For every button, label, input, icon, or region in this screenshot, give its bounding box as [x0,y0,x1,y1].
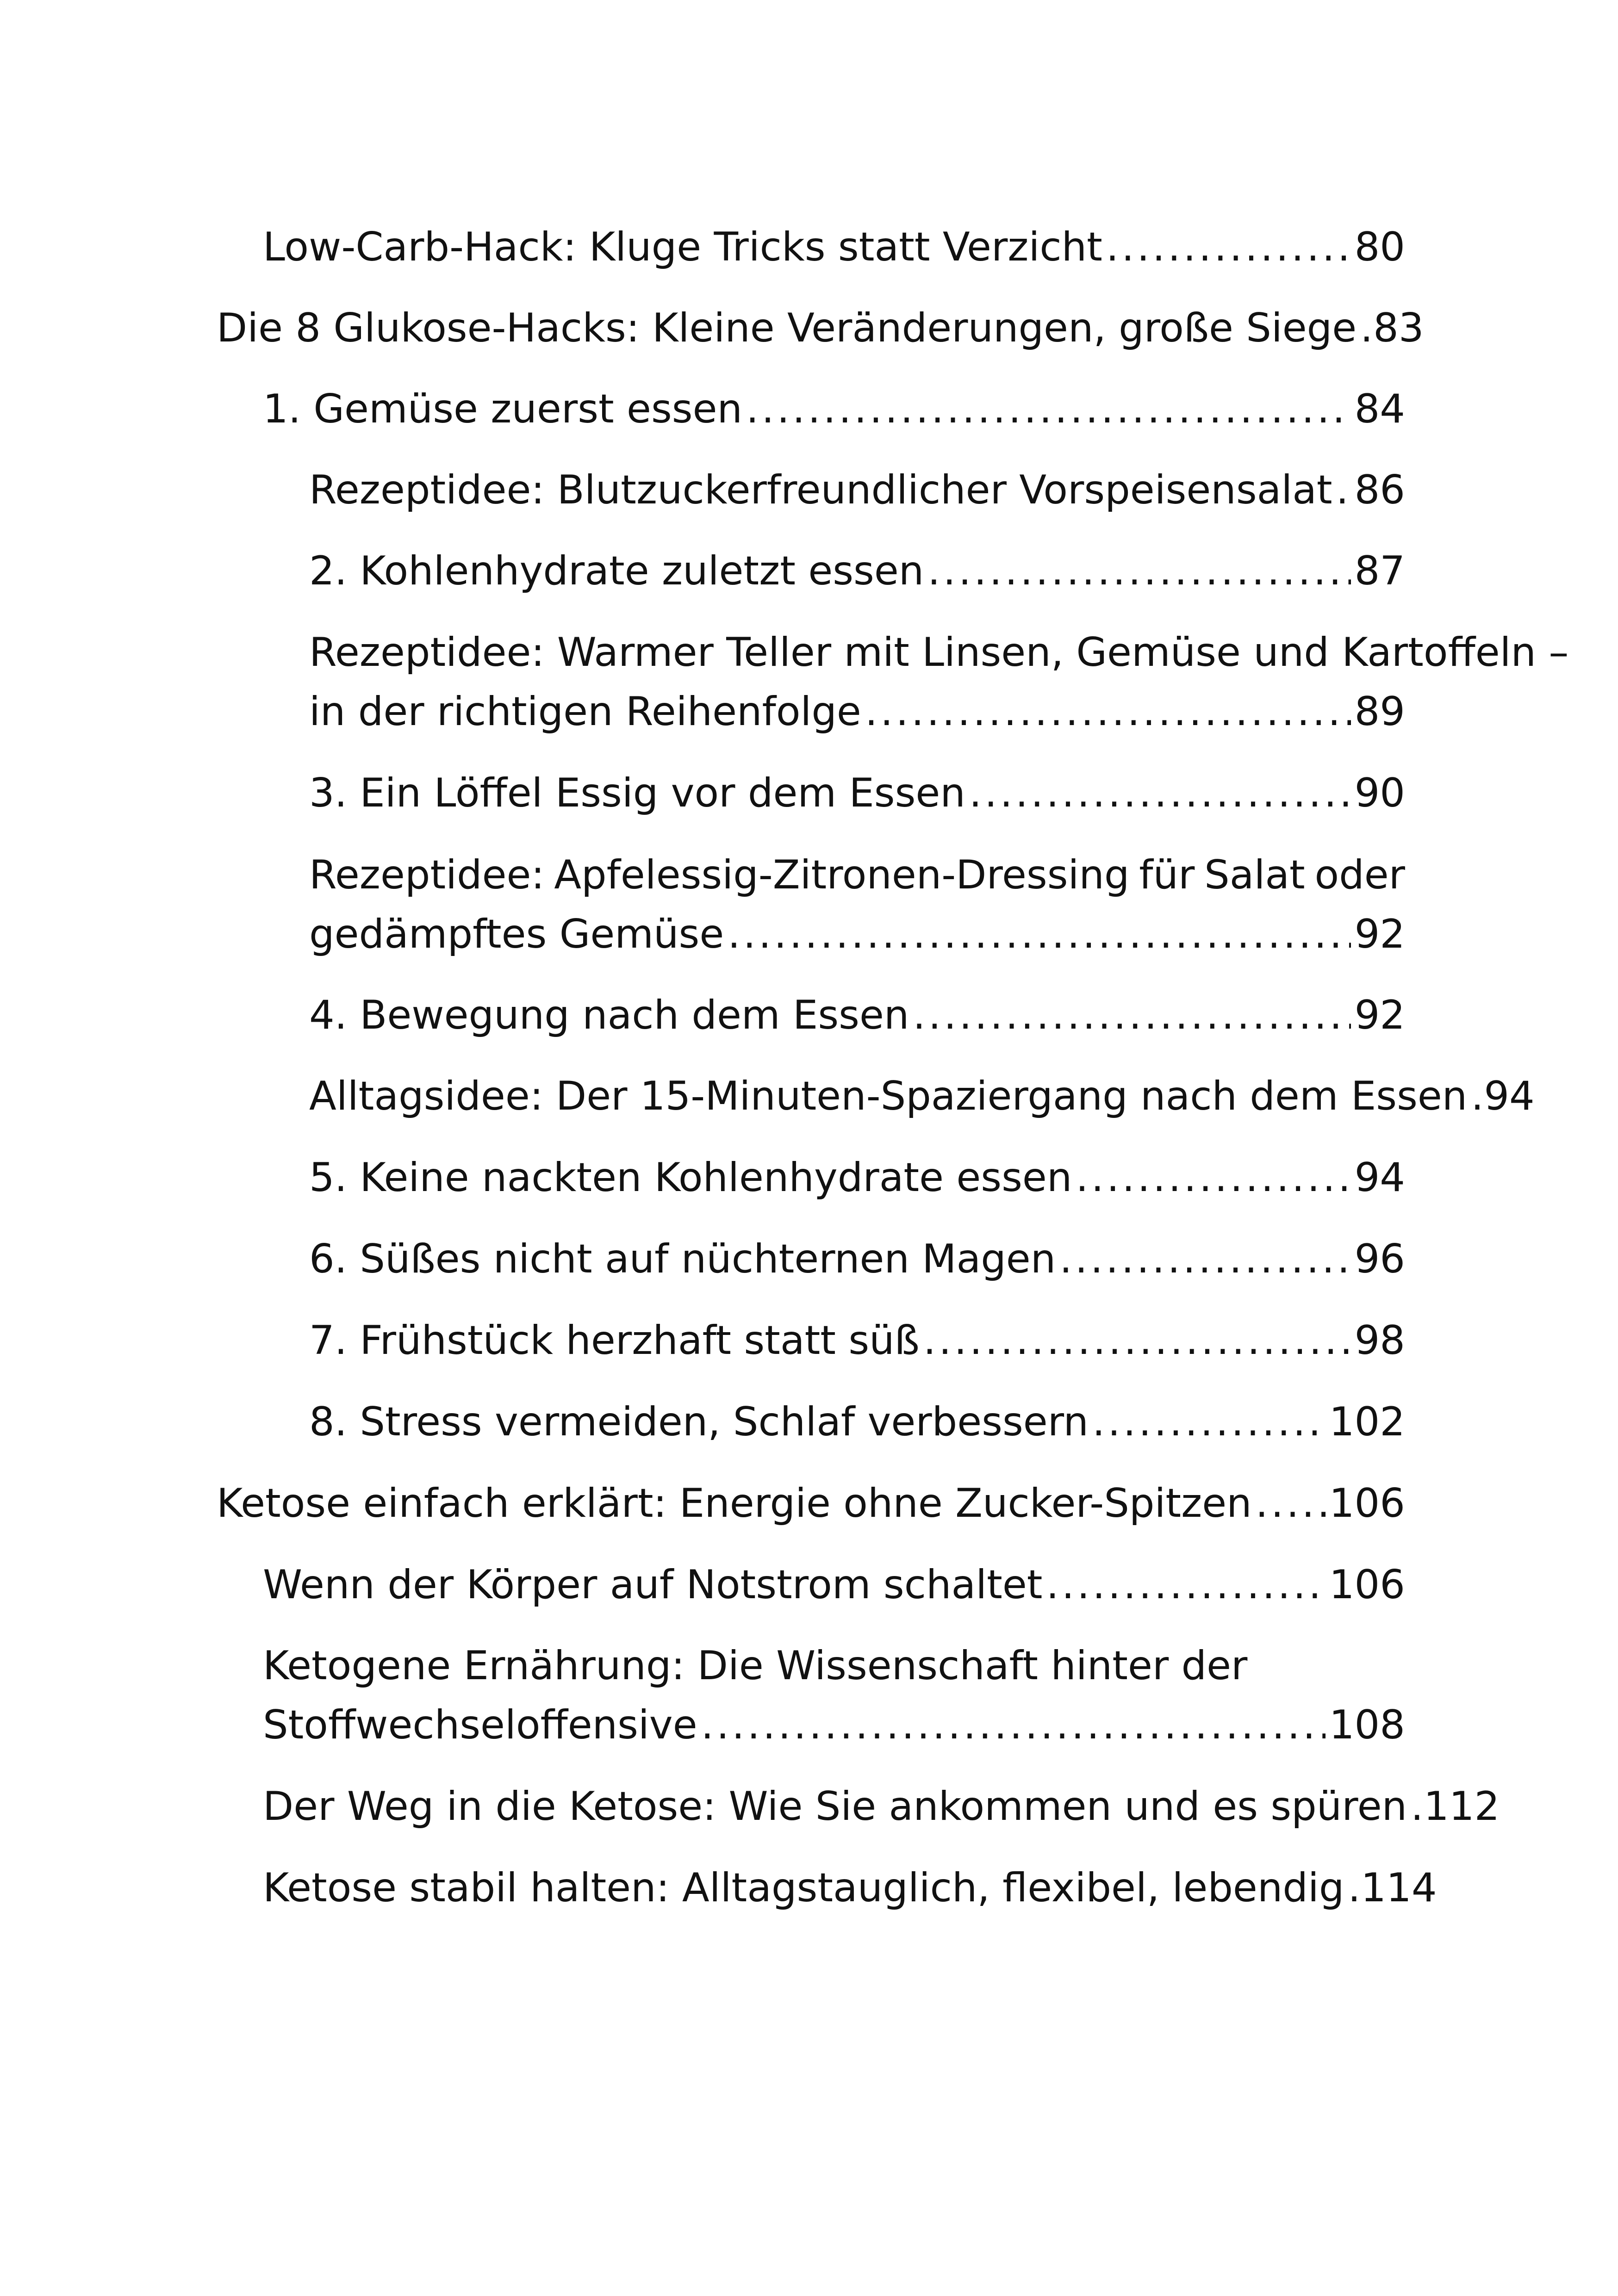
dot-leader [1046,1555,1325,1614]
toc-entry-title: 6. Süßes nicht auf nüchternen Magen [309,1236,1056,1282]
dot-leader [1106,217,1351,277]
toc-entry-title: gedämpftes Gemüse [309,911,724,957]
toc-entry[interactable] [263,1636,1405,1755]
toc-entry-title: 4. Bewegung nach dem Essen [309,992,909,1038]
toc-page-number: 92 [1354,911,1405,957]
toc-page-number: 80 [1354,224,1405,270]
toc-entry[interactable] [263,1858,1437,1917]
toc-entry[interactable] [309,1229,1405,1289]
toc-entry-title: Alltagsidee: Der 15-Minuten-Spaziergang nach dem Essen [309,1073,1468,1119]
toc-entry-title-line1: Rezeptidee: Warmer Teller mit Linsen, Gemüse und Kartoffeln – [309,629,1569,676]
toc-page-number: 98 [1354,1317,1405,1364]
dot-leader [1411,1777,1420,1836]
toc-page-number: 108 [1329,1702,1405,1748]
toc-page-number: 90 [1354,770,1405,816]
toc-page-number: 83 [1373,305,1424,351]
toc-entry[interactable] [309,763,1405,823]
toc-entry[interactable] [263,217,1405,277]
title-word: oder [1314,852,1405,898]
dot-leader [1059,1229,1350,1289]
toc-entry-title: in der richtigen Reihenfolge [309,689,861,735]
toc-entry-title-line1: Ketogene Ernährung: Die Wissenschaft hinter der [263,1643,1248,1689]
dot-leader [701,1695,1326,1755]
toc-page-number: 102 [1329,1399,1405,1445]
title-word: Salat [1204,852,1305,898]
toc-entry[interactable] [217,298,1424,358]
toc-entry-title: Ketose einfach erklärt: Energie ohne Zucker-Spitzen [217,1480,1252,1527]
dot-leader [1256,1474,1326,1533]
toc-entry[interactable] [309,460,1405,520]
toc-entry-title: 2. Kohlenhydrate zuletzt essen [309,548,924,594]
toc-entry-title: Die 8 Glukose-Hacks: Kleine Veränderungen, große Siege [217,305,1357,351]
toc-entry-title: Stoffwechseloffensive [263,1702,697,1748]
toc-entry-title: 5. Keine nackten Kohlenhydrate essen [309,1154,1072,1201]
dot-leader [746,379,1351,439]
dot-leader [927,541,1350,601]
toc-entry[interactable] [309,1148,1405,1207]
toc-page-number: 96 [1354,1236,1405,1282]
dot-leader [913,986,1350,1045]
dot-leader [969,763,1351,823]
toc-entry[interactable] [263,1555,1405,1614]
toc-entry-title: Der Weg in die Ketose: Wie Sie ankommen und es spüren [263,1783,1407,1830]
toc-entry[interactable] [217,1474,1405,1533]
toc-entry-title: 7. Frühstück herzhaft statt süß [309,1317,920,1364]
dot-leader [865,682,1351,741]
toc-entry[interactable] [309,1392,1405,1452]
dot-leader [1360,298,1369,358]
title-word: Rezeptidee: [309,852,545,898]
dot-leader [1348,1858,1357,1917]
dot-leader [1092,1392,1326,1452]
toc-entry-title: 3. Ein Löffel Essig vor dem Essen [309,770,965,816]
dot-leader [1076,1148,1350,1207]
toc-page-number: 106 [1329,1480,1405,1527]
toc-page-number: 92 [1354,992,1405,1038]
toc-page-number: 89 [1354,689,1405,735]
toc-page-number: 114 [1361,1865,1437,1911]
toc-entry-title: 8. Stress vermeiden, Schlaf verbessern [309,1399,1089,1445]
toc-entry-title: Wenn der Körper auf Notstrom schaltet [263,1562,1043,1608]
dot-leader [728,905,1350,964]
toc-entry[interactable] [309,541,1405,601]
toc-entry-title: Low-Carb-Hack: Kluge Tricks statt Verzicht [263,224,1102,270]
toc-entry[interactable] [309,986,1405,1045]
toc-page-number: 106 [1329,1562,1405,1608]
toc-entry[interactable] [263,1777,1500,1836]
toc-entry[interactable] [309,845,1405,964]
dot-leader [923,1311,1351,1370]
toc-page-number: 94 [1354,1154,1405,1201]
title-word: für [1139,852,1195,898]
toc-page-number: 84 [1354,386,1405,432]
toc-entry-title: 1. Gemüse zuerst essen [263,386,742,432]
toc-page-number: 94 [1484,1073,1535,1119]
toc-entry[interactable] [309,623,1569,741]
toc-page-number: 86 [1354,467,1405,513]
toc-entry[interactable] [309,1067,1535,1126]
toc-entry-title: Ketose stabil halten: Alltagstauglich, flexibel, lebendig [263,1865,1344,1911]
toc-entry-title-line1 [309,845,1405,905]
toc-entry[interactable] [263,379,1405,439]
toc-page-number: 112 [1424,1783,1500,1830]
toc-entry[interactable] [309,1311,1405,1370]
dot-leader [1471,1067,1480,1126]
title-word: Apfelessig-Zitronen-Dressing [554,852,1130,898]
toc-page-number: 87 [1354,548,1405,594]
toc-entry-title: Rezeptidee: Blutzuckerfreundlicher Vorspeisensalat [309,467,1332,513]
dot-leader [1336,460,1351,520]
